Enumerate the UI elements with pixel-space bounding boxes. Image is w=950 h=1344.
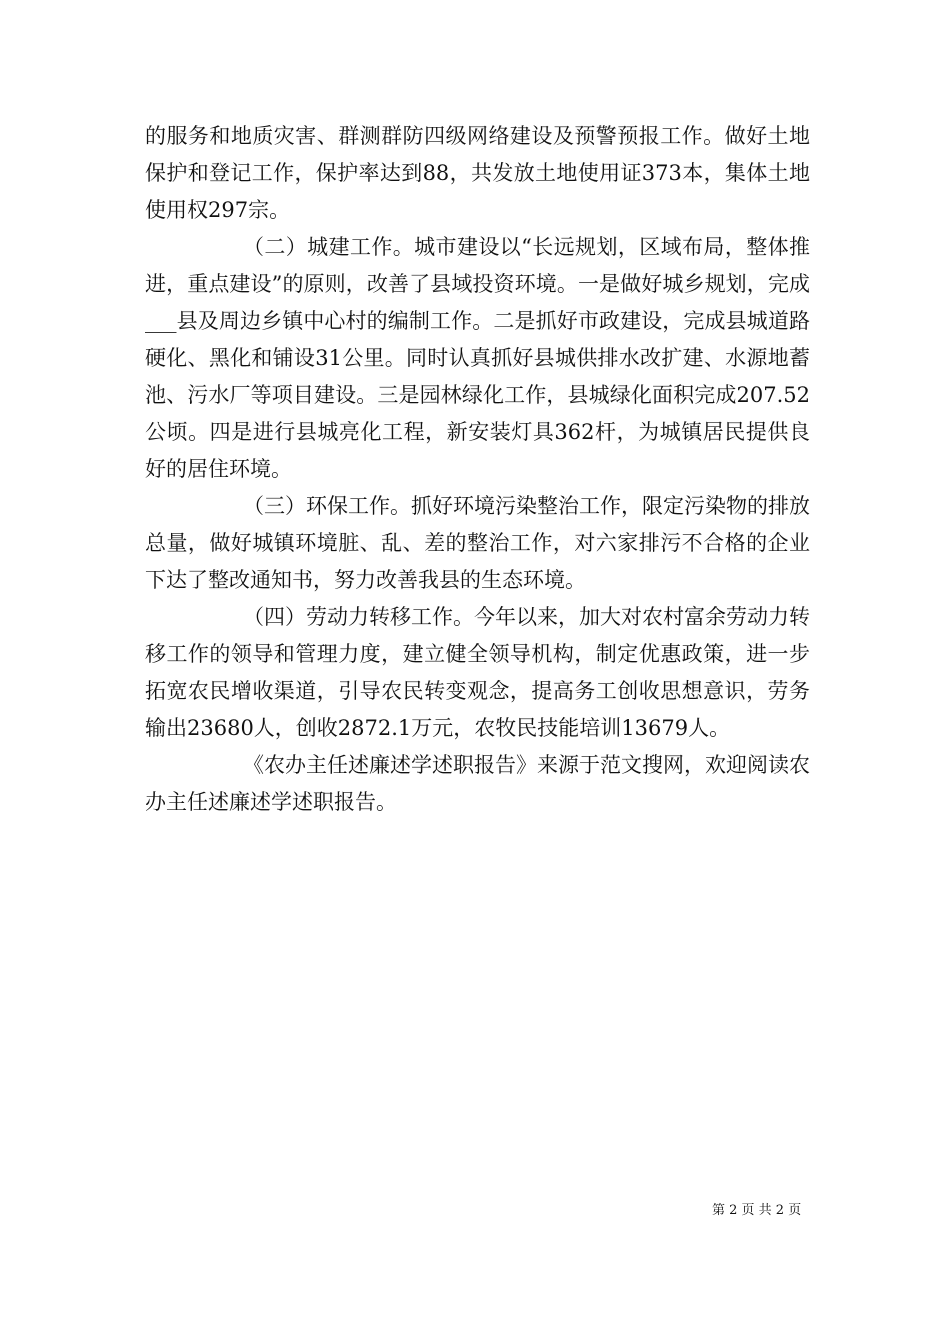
paragraph-labor-transfer: （四）劳动力转移工作。今年以来，加大对农村富余劳动力转移工作的领导和管理力度，建立健全领导机构，制定优惠政策，进一步拓宽农民增收渠道，引导农民转变观念，提高务工创收思想意识，劳务输出23680人，创收2872.1万元，农牧民技能培训13679人。 [145, 605, 810, 740]
paragraph-source-note: 《农办主任述廉述学述职报告》来源于范文搜网，欢迎阅读农办主任述廉述学述职报告。 [145, 753, 810, 814]
paragraph-environment: （三）环保工作。抓好环境污染整治工作，限定污染物的排放总量，做好城镇环境脏、乱、差的整治工作，对六家排污不合格的企业下达了整改通知书，努力改善我县的生态环境。 [145, 494, 810, 592]
document-body [145, 118, 810, 821]
page-number-footer: 第 2 页 共 2 页 [712, 1203, 802, 1218]
paragraph-continuation: 的服务和地质灾害、群测群防四级网络建设及预警预报工作。做好土地保护和登记工作，保护率达到88，共发放土地使用证373本，集体土地使用权297宗。 [145, 124, 810, 222]
paragraph-urban-construction: （二）城建工作。城市建设以“长远规划，区域布局，整体推进，重点建设”的原则，改善了县域投资环境。一是做好城乡规划，完成___县及周边乡镇中心村的编制工作。二是抓好市政建设，完成县城道路硬化、黑化和铺设31公里。同时认真抓好县城供排水改扩建、水源地蓄池、污水厂等项目建设。三是园林绿化工作，县城绿化面积完成207.52公顷。四是进行县城亮化工程，新安装灯具362杆，为城镇居民提供良好的居住环境。 [145, 235, 810, 481]
